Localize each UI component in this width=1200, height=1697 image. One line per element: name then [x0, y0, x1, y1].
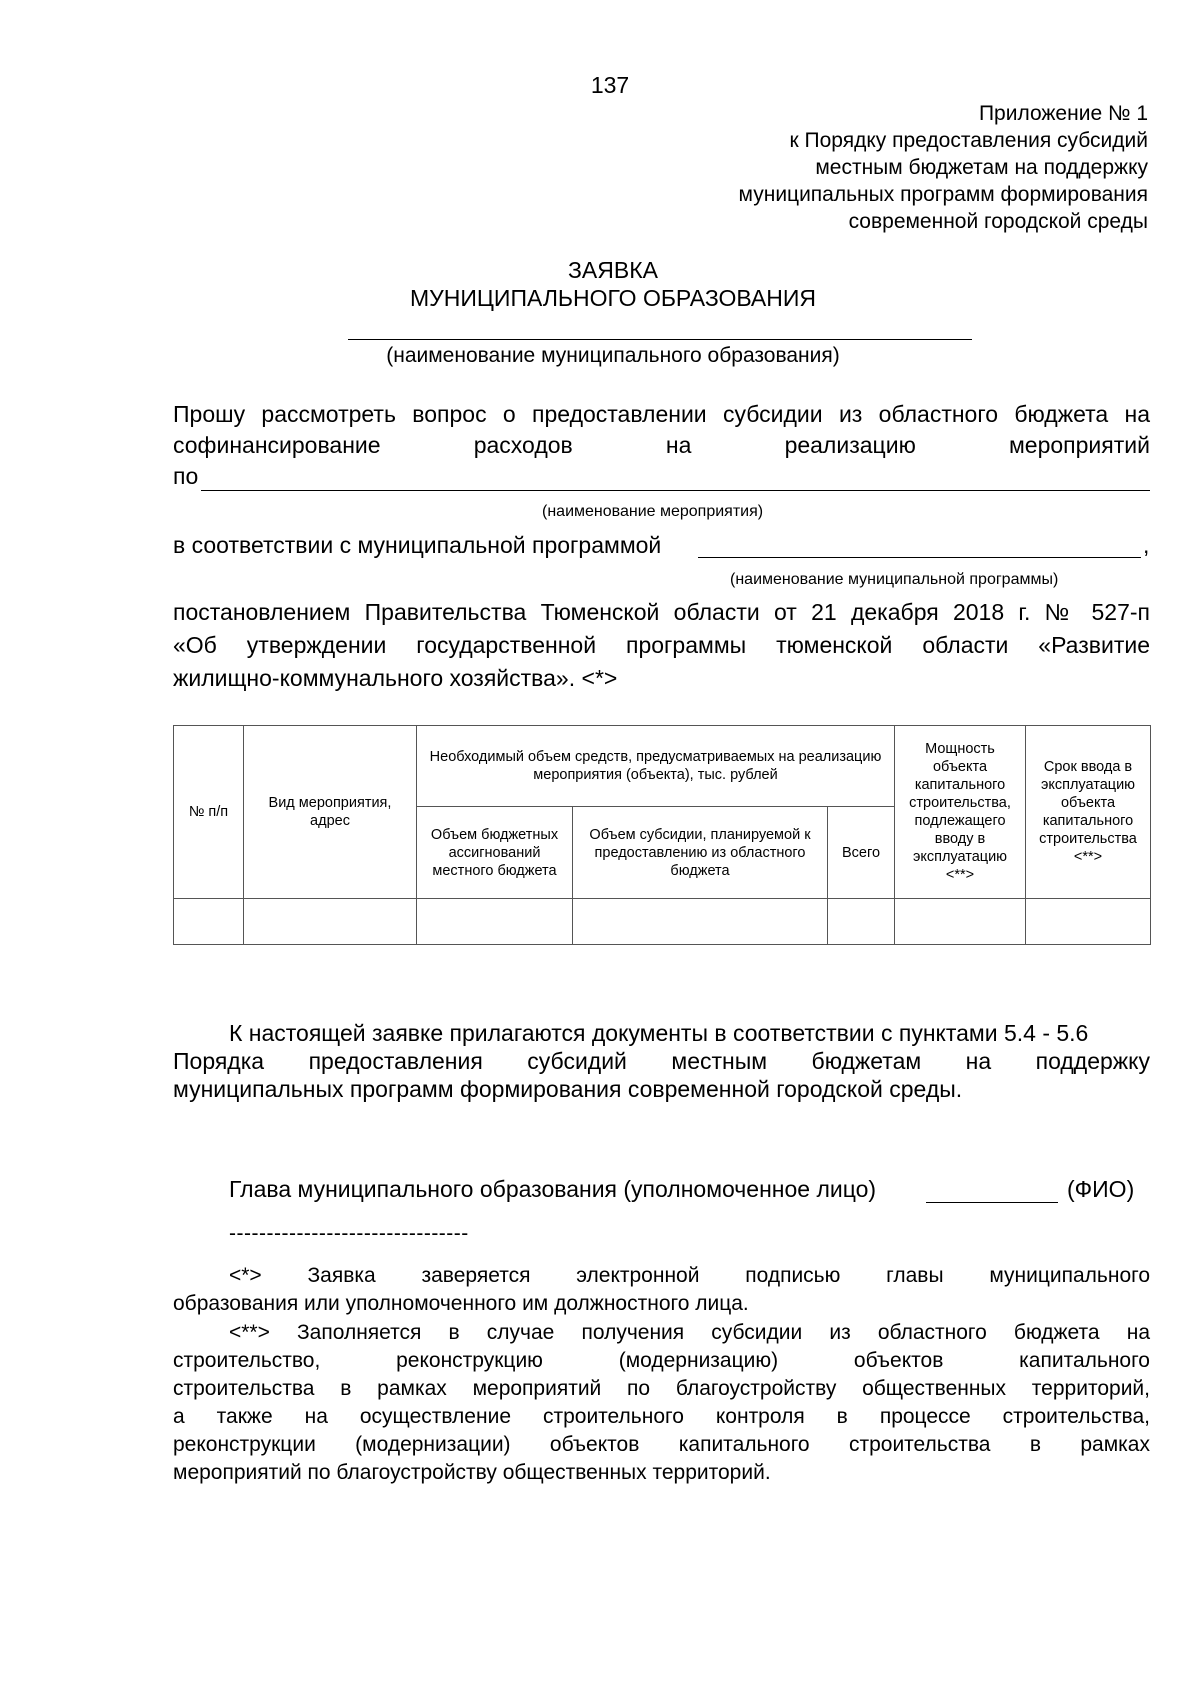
appendix-line: Приложение № 1	[978, 102, 1148, 125]
header-total: Всего	[828, 807, 895, 899]
header-type: Вид мероприятия, адрес	[244, 726, 417, 899]
table-cell	[895, 899, 1026, 945]
appendix-line: современной городской среды	[848, 210, 1148, 233]
municipality-name-line	[348, 339, 972, 340]
decree-line: постановлением Правительства Тюменской области от 21 декабря 2018 г. № 527-п	[173, 599, 1150, 625]
request-word: на	[665, 432, 692, 458]
footnote-2-line: строительство, реконструкцию (модернизацию) объектов капитального	[173, 1349, 1150, 1372]
footnote-1-line: образования или уполномоченного им должностного лица.	[173, 1292, 749, 1315]
attachments-line: К настоящей заявке прилагаются документы в соответствии с пунктами 5.4 - 5.6	[229, 1020, 1089, 1046]
footnote-1-line: <*> Заявка заверяется электронной подписью главы муниципального	[229, 1264, 1150, 1287]
title-line: МУНИЦИПАЛЬНОГО ОБРАЗОВАНИЯ	[409, 285, 817, 311]
appendix-header	[739, 100, 1148, 235]
title-line: ЗАЯВКА	[568, 257, 658, 283]
table-cell	[174, 899, 244, 945]
footnote-2-line: мероприятий по благоустройству общественных территорий.	[173, 1461, 771, 1484]
table-cell	[828, 899, 895, 945]
program-suffix: ,	[1143, 532, 1150, 558]
header-capacity: Мощность объекта капитального строительства, подлежащего вводу в эксплуатацию <**>	[895, 726, 1026, 899]
footnote-2-line: <**> Заполняется в случае получения субсидии из областного бюджета на	[229, 1321, 1150, 1344]
appendix-line: муниципальных программ формирования	[738, 183, 1148, 206]
document-title	[0, 256, 1200, 312]
request-word: мероприятий	[1008, 432, 1150, 458]
table-cell	[244, 899, 417, 945]
request-line-1: Прошу рассмотреть вопрос о предоставлении субсидии из областного бюджета на	[173, 401, 1150, 427]
table-cell	[573, 899, 828, 945]
decree-line: «Об утверждении государственной программы тюменской области «Развитие	[173, 632, 1150, 658]
funding-table	[173, 725, 1151, 945]
program-name-line	[698, 557, 1141, 558]
request-word: расходов	[473, 432, 573, 458]
event-caption: (наименование мероприятия)	[542, 503, 764, 520]
request-word: реализацию	[784, 432, 916, 458]
footnote-2-line: строительства в рамках мероприятий по благоустройству общественных территорий,	[173, 1377, 1150, 1400]
program-prefix: в соответствии с муниципальной программой	[173, 532, 662, 558]
signature-fio: (ФИО)	[1067, 1176, 1135, 1202]
signature-line	[926, 1202, 1058, 1203]
header-deadline: Срок ввода в эксплуатацию объекта капитального строительства <**>	[1026, 726, 1151, 899]
request-line-3-prefix: по	[173, 463, 199, 489]
footnote-2-line: а также на осуществление строительного контроля в процессе строительства,	[173, 1405, 1150, 1428]
attachments-line: муниципальных программ формирования современной городской среды.	[173, 1076, 963, 1102]
header-num: № п/п	[174, 726, 244, 899]
appendix-line: к Порядку предоставления субсидий	[789, 129, 1148, 152]
table-cell	[417, 899, 573, 945]
footnote-2-line: реконструкции (модернизации) объектов капитального строительства в рамках	[173, 1433, 1150, 1456]
page-number: 137	[590, 72, 630, 98]
header-funds-group: Необходимый объем средств, предусматриваемых на реализацию мероприятия (объекта), тыс. рублей	[417, 726, 895, 807]
request-word: софинансирование	[173, 432, 381, 458]
decree-line: жилищно-коммунального хозяйства». <*>	[173, 665, 618, 691]
header-subsidy: Объем субсидии, планируемой к предоставлению из областного бюджета	[573, 807, 828, 899]
table-cell	[1026, 899, 1151, 945]
attachments-line: Порядка предоставления субсидий местным бюджетам на поддержку	[173, 1048, 1150, 1074]
header-local-budget: Объем бюджетных ассигнований местного бюджета	[417, 807, 573, 899]
signature-label: Глава муниципального образования (уполномоченное лицо)	[229, 1176, 877, 1202]
table-row	[174, 899, 1151, 945]
request-line-2	[173, 430, 1150, 461]
program-caption: (наименование муниципальной программы)	[730, 571, 1059, 588]
footnote-separator: --------------------------------	[229, 1222, 469, 1245]
event-name-line	[201, 490, 1150, 491]
appendix-line: местным бюджетам на поддержку	[815, 156, 1148, 179]
municipality-caption: (наименование муниципального образования)	[386, 344, 840, 367]
